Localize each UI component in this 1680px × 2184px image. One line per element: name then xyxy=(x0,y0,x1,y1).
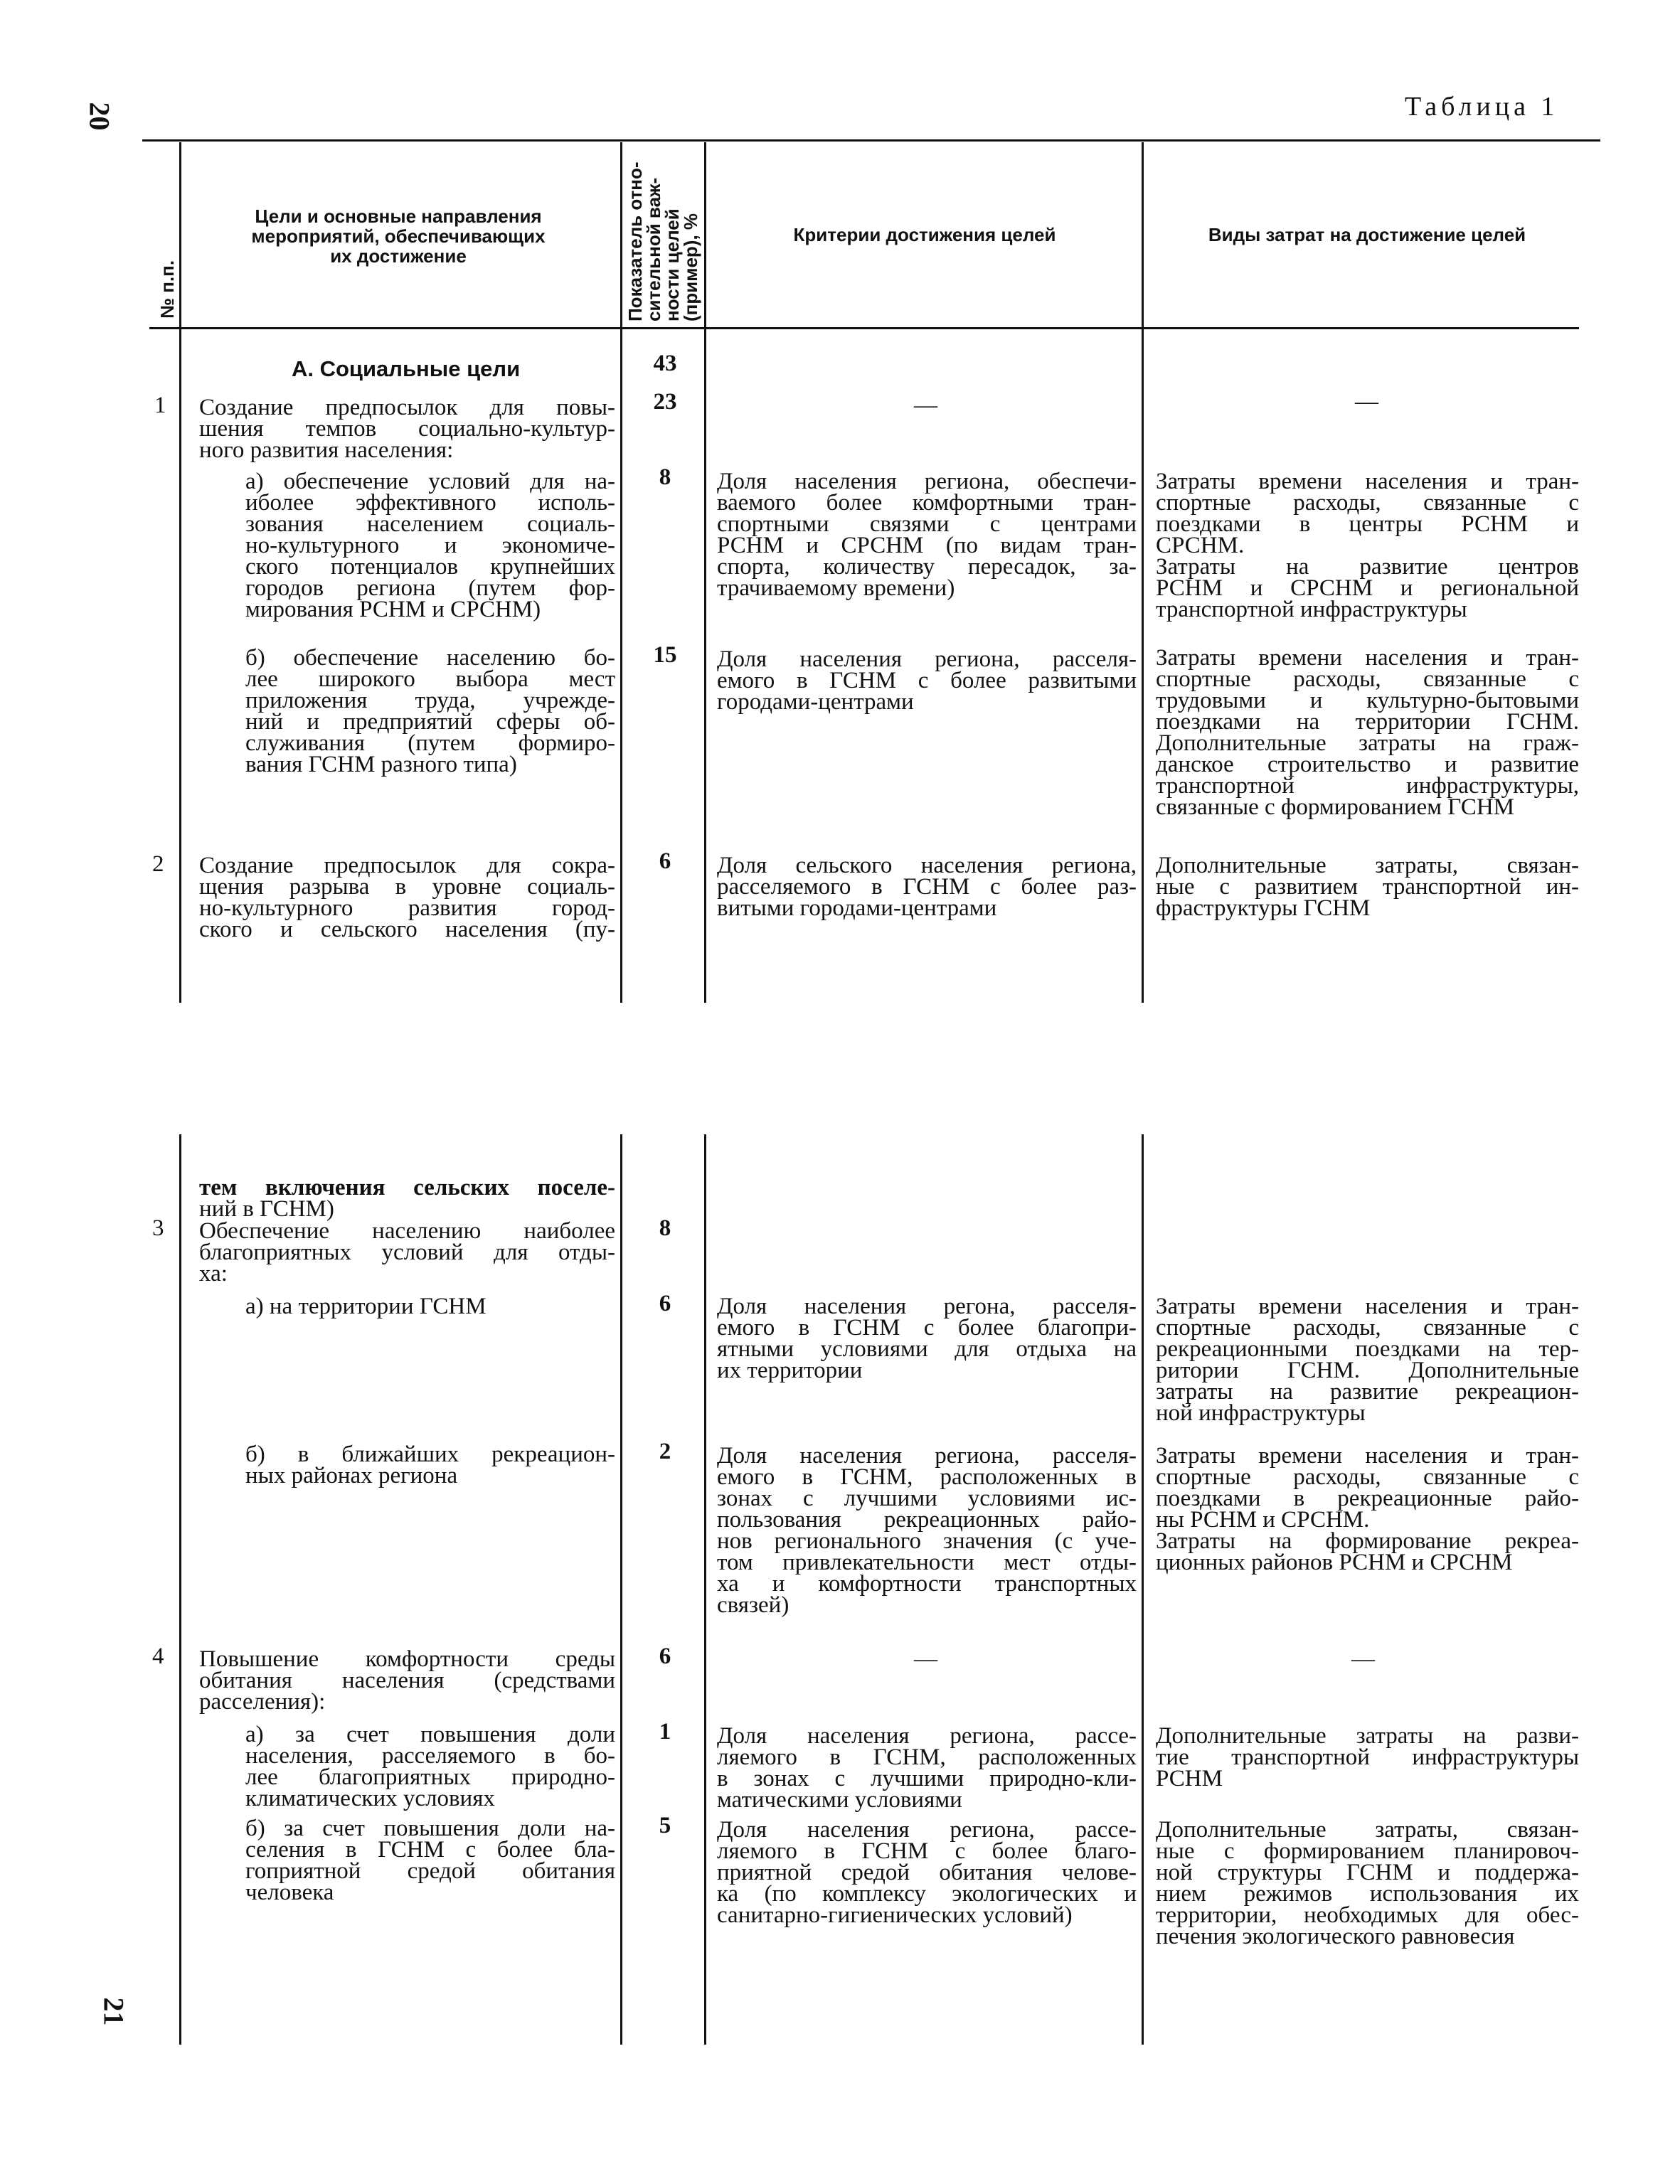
row-3b-costs: Затраты времени населения и тран- спортные расходы, связанные с поездками в рекреационные райо- ны РСНМ и СРСНМ. Затраты на формирование рекреа- ционных районов РСНМ и СРСНМ xyxy=(1156,1443,1579,1575)
row-2-goal-part1: Создание предпосылок для сокра- щения разрыва в уровне социаль- но-культурного развития город- ского и сельского населения (пу- xyxy=(199,853,615,942)
col-divider-2-cont xyxy=(620,1134,622,2045)
row-1a-costs: Затраты времени населения и тран- спортные расходы, связанные с поездками в центры РСНМ и СРСНМ. Затраты на развитие центров РСНМ и СРСНМ и региональной транспортной инфраструктуры xyxy=(1156,469,1579,622)
header-col-costs: Виды затрат на достижение целей xyxy=(1208,224,1526,245)
row-3b-criteria: Доля населения региона, расселя- емого в ГСНМ, расположенных в зонах с лучшими условиями ис- пользования рекреационных райо- нов регионального значения (с учe- том привлекательности мест отды- ха и комфортности транспортных связей) xyxy=(717,1443,1137,1618)
row-3b-value: 2 xyxy=(659,1439,671,1464)
row-4a-goal: а) за счет повышения доли населения, расселяемого в бо- лее благоприятных природно- климатических условиях xyxy=(245,1722,615,1811)
row-3-value: 8 xyxy=(659,1215,671,1241)
row-3a-costs: Затраты времени населения и тран- спортные расходы, связанные с рекреационными поездками на тер- ритории ГСНМ. Дополнительные затраты на развитие рекреацион- ной инфраструктуры xyxy=(1156,1294,1579,1426)
header-bottom-rule xyxy=(149,327,1579,329)
section-a-value: 43 xyxy=(653,351,677,376)
row-2-number: 2 xyxy=(152,851,164,877)
row-2-goal-part2: тем включения сельских поселе- ний в ГСНМ) xyxy=(199,1175,615,1222)
section-a-title: А. Социальные цели xyxy=(292,356,521,381)
row-1-value: 23 xyxy=(653,389,677,415)
row-1b-criteria: Доля населения региона, расселя- емого в ГСНМ с более развитыми городами-центрами xyxy=(717,646,1137,715)
row-4b-criteria: Доля населения региона, рассе- ляемого в ГСНМ с более благо- приятной средой обитания челове- ка (по комплексу экологических и санитарно-гигиенических условий) xyxy=(717,1817,1137,1928)
header-col-goals: Цели и основные направления мероприятий, обеспечивающих их достижение xyxy=(251,206,546,267)
row-4b-costs: Дополнительные затраты, связан- ные с формированием планировоч- ной структуры ГСНМ и поддержа- нием режимов использования их территории, необходимых для обес- печения экологического равновесия xyxy=(1156,1817,1579,1949)
row-3-number: 3 xyxy=(152,1215,164,1241)
row-1a-goal: а) обеспечение условий для на- иболее эффективного исполь- зования населением социаль- но-культурного и экономиче- ского потенциалов крупнейших городов региона (путем фор- мирования РСНМ и СРСНМ) xyxy=(245,469,615,622)
table-title: Таблица 1 xyxy=(1405,92,1559,122)
col-divider-3 xyxy=(704,142,706,1003)
row-3a-goal: а) на территории ГСНМ xyxy=(245,1294,487,1319)
row-4a-value: 1 xyxy=(659,1719,671,1744)
row-4-number: 4 xyxy=(152,1644,164,1669)
row-2-value: 6 xyxy=(659,848,671,874)
header-col-num: № п.п. xyxy=(156,260,178,319)
row-4-value: 6 xyxy=(659,1644,671,1669)
row-1-number: 1 xyxy=(154,393,166,418)
row-1b-goal: б) обеспечение населению бо- лее широкого выбора мест приложения труда, учрежде- ний и предприятий сферы об- служивания (путем формиро- вания ГСНМ разного типа) xyxy=(245,645,615,777)
row-4-goal: Повышение комфортности среды обитания населения (средствами расселения): xyxy=(199,1646,615,1715)
header-col-criteria: Критерии достижения целей xyxy=(793,224,1056,245)
col-divider-1-cont xyxy=(179,1134,181,2045)
header-col-indicator: Показатель отно- сительной важ- ности целей (пример), % xyxy=(624,161,701,321)
row-1a-criteria: Доля населения региона, обеспечи- ваемого более комфортными тран- спортными связями с центрами РСНМ и СРСНМ (по видам тран- спорта, количеству пересадок, за- трачиваемому времени) xyxy=(717,469,1137,601)
row-4a-costs: Дополнительные затраты на разви- тие транспортной инфраструктуры РСНМ xyxy=(1156,1723,1579,1791)
row-2-costs: Дополнительные затраты, связан- ные с развитием транспортной ин- фраструктуры ГСНМ xyxy=(1156,853,1579,921)
row-1-criteria-dash: — xyxy=(914,393,937,418)
col-divider-1 xyxy=(179,142,181,1003)
row-4b-goal: б) за счет повышения доли на- селения в ГСНМ с более бла- гоприятной средой обитания человека xyxy=(245,1816,615,1905)
row-1b-value: 15 xyxy=(653,642,677,668)
table-top-rule xyxy=(142,139,1600,142)
row-4-costs-dash: — xyxy=(1351,1646,1375,1672)
row-3-goal: Обеспечение населению наиболее благоприятных условий для отды- ха: xyxy=(199,1218,615,1287)
row-1a-value: 8 xyxy=(659,464,671,490)
row-3b-goal: б) в ближайших рекреацион- ных районах региона xyxy=(245,1442,615,1488)
col-divider-3-cont xyxy=(704,1134,706,2045)
page-number-top: 20 xyxy=(83,102,116,131)
row-1b-costs: Затраты времени населения и тран- спортные расходы, связанные с трудовыми и культурно-бытовыми поездками на территории ГСНМ. Дополнительные затраты на граж- данское строительство и развитие транспортной инфраструктуры, связанные с формированием ГСНМ xyxy=(1156,645,1579,820)
col-divider-2 xyxy=(620,142,622,1003)
page-number-bottom: 21 xyxy=(97,1997,130,2026)
row-2-criteria: Доля сельского населения региона, расселяемого в ГСНМ с более раз- витыми городами-центрами xyxy=(717,853,1137,921)
col-divider-4 xyxy=(1142,142,1144,1003)
row-3a-criteria: Доля населения регона, расселя- емого в ГСНМ с более благопри- ятными условиями для отдыха на их территории xyxy=(717,1294,1137,1383)
row-1-goal: Создание предпосылок для повы- шения темпов социально-культур- ного развития населения: xyxy=(199,395,615,463)
row-4b-value: 5 xyxy=(659,1813,671,1838)
col-divider-4-cont xyxy=(1142,1134,1144,2045)
row-3a-value: 6 xyxy=(659,1291,671,1316)
row-4-criteria-dash: — xyxy=(914,1646,937,1672)
row-4a-criteria: Доля населения региона, рассе- ляемого в ГСНМ, расположенных в зонах с лучшими природно-кли- матическими условиями xyxy=(717,1723,1137,1813)
row-1-costs-dash: — xyxy=(1355,389,1378,415)
